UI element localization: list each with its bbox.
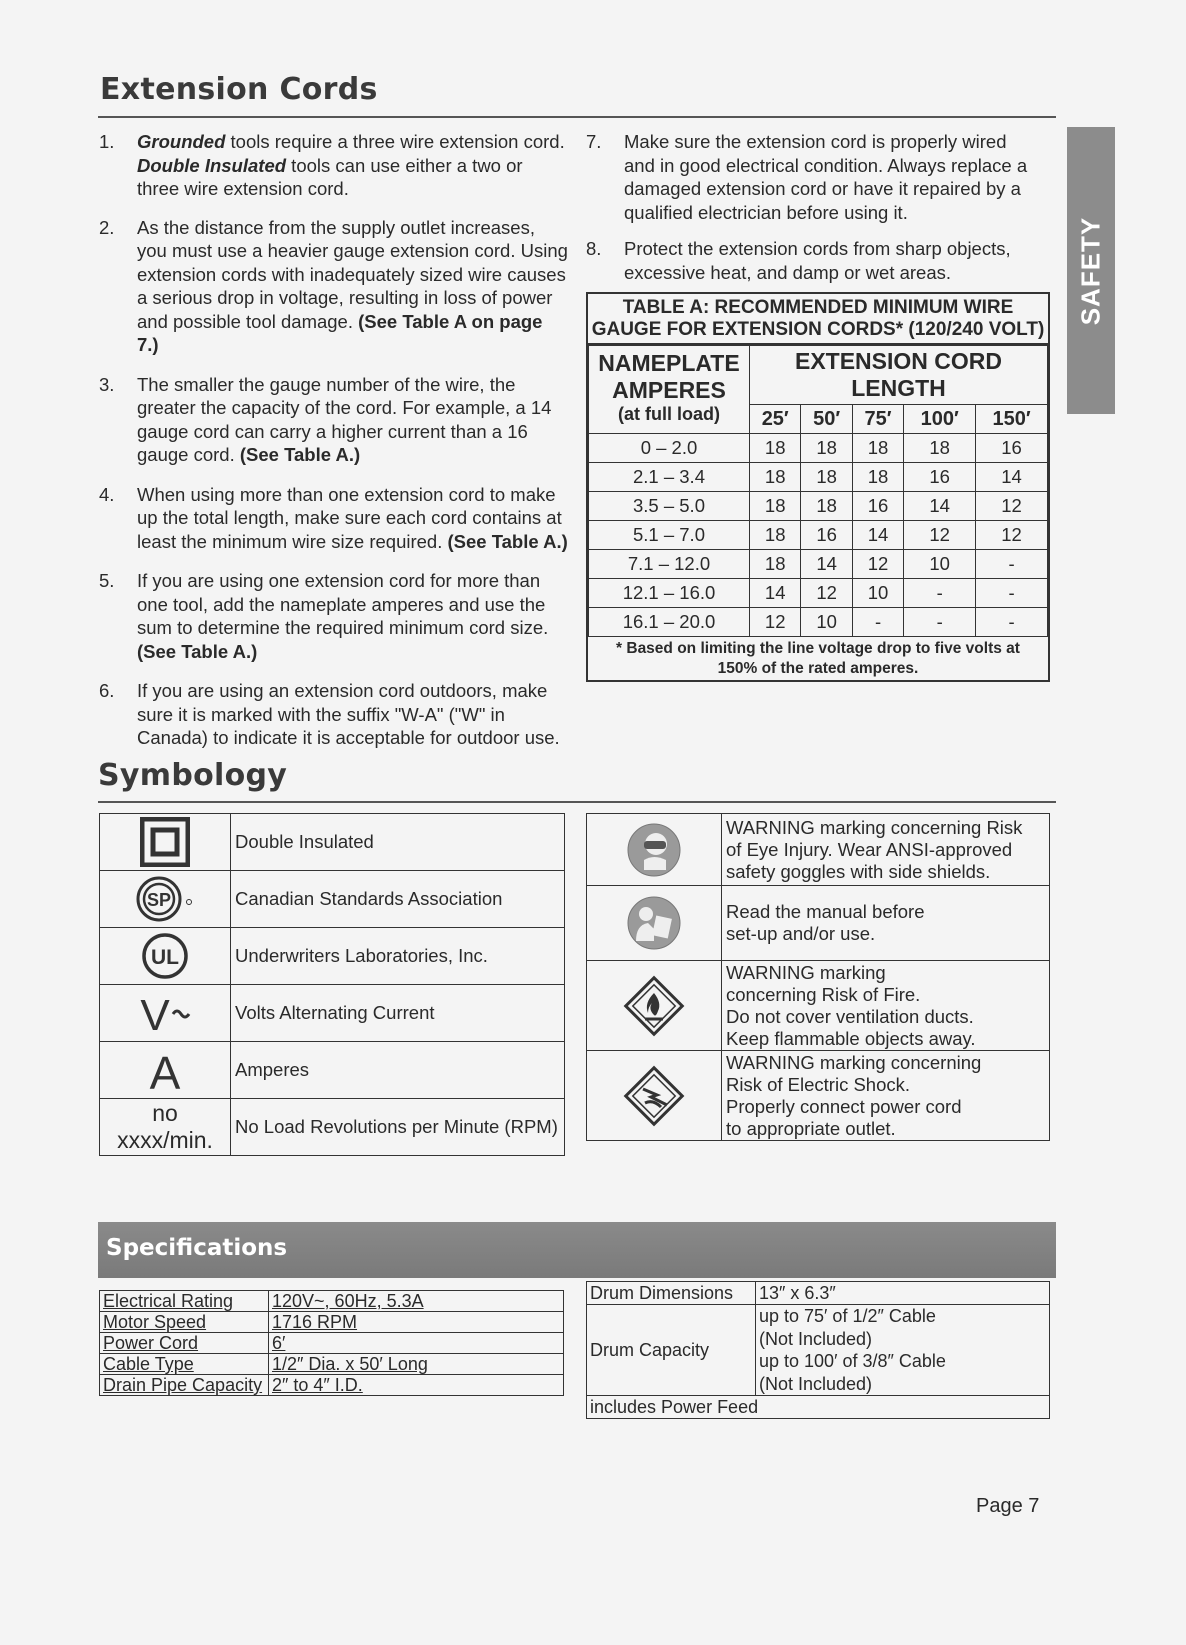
spec-value: 6′: [269, 1333, 564, 1354]
amperes-range-cell: 0 – 2.0: [589, 434, 750, 463]
warning-line: WARNING marking concerning: [726, 1051, 982, 1073]
eye-warning-text: [722, 814, 1050, 886]
csa-cell: [100, 871, 231, 928]
amperes-cell: [100, 1042, 231, 1099]
item-text: Protect the extension cords from sharp objects, excessive heat, and damp or wet areas.: [624, 238, 1011, 283]
drum-capacity-line: up to 75′ of 1/2″ Cable: [759, 1306, 936, 1326]
csa-letters: SP: [146, 890, 172, 910]
table-row: [589, 579, 1048, 608]
extension-cord-item: [99, 216, 569, 357]
gauge-cell: 12: [750, 608, 801, 637]
extension-cords-heading: Extension Cords: [100, 72, 378, 107]
drum-capacity-line: (Not Included): [759, 1328, 873, 1349]
amperes-range-cell: 12.1 – 16.0: [589, 579, 750, 608]
item-text: Grounded: [137, 131, 226, 152]
amperes-range-cell: 2.1 – 3.4: [589, 463, 750, 492]
footnote-line2: 150% of the rated amperes.: [717, 660, 919, 677]
table-a-title-line1: TABLE A: RECOMMENDED MINIMUM WIRE: [622, 297, 1014, 318]
gauge-cell: 18: [852, 434, 903, 463]
symbology-heading: Symbology: [98, 758, 288, 793]
ul-icon: [140, 931, 190, 981]
symbology-left-table: [99, 813, 565, 1156]
nameplate-header: [589, 346, 750, 434]
spec-value: 120V~, 60Hz, 5.3A: [269, 1291, 564, 1312]
amperes-range-cell: 5.1 – 7.0: [589, 521, 750, 550]
table-row: [589, 434, 1048, 463]
gauge-cell: 16: [904, 463, 976, 492]
double-insulated-icon: [140, 817, 190, 867]
gauge-cell: -: [976, 579, 1048, 608]
eye-protection-icon: [626, 822, 682, 878]
gauge-cell: -: [904, 608, 976, 637]
ul-cell: [100, 928, 231, 985]
extension-cord-item: [586, 237, 1028, 284]
volts-letter: V: [140, 991, 170, 1038]
spec-value: 2″ to 4″ I.D.: [269, 1375, 564, 1396]
item-number: 1.: [99, 131, 115, 152]
gauge-cell: 18: [904, 434, 976, 463]
warning-line: Properly connect power cord: [726, 1095, 962, 1117]
cord-length-cell: 50′: [801, 405, 852, 434]
specifications-left-table: [99, 1290, 564, 1396]
eye-protection-cell: [587, 814, 722, 886]
double-insulated-cell: [100, 814, 231, 871]
item-text: Double Insulated: [137, 154, 287, 176]
item-text: (See Table A.): [447, 530, 568, 552]
gauge-cell: -: [852, 608, 903, 637]
gauge-cell: 18: [750, 550, 801, 579]
spec-row: [100, 1375, 564, 1396]
symbol-label: Volts Alternating Current: [231, 985, 565, 1042]
table-row: [589, 463, 1048, 492]
electric-shock-icon: [623, 1065, 685, 1127]
warning-line: concerning Risk of Fire.: [726, 983, 921, 1005]
gauge-cell: 14: [801, 550, 852, 579]
amperes-range-cell: 3.5 – 5.0: [589, 492, 750, 521]
gauge-cell: 10: [801, 608, 852, 637]
nameplate-line1: NAMEPLATE: [598, 350, 740, 376]
spec-value: 1716 RPM: [269, 1312, 564, 1333]
gauge-cell: 18: [750, 521, 801, 550]
gauge-cell: 16: [976, 434, 1048, 463]
symbol-label: Canadian Standards Association: [231, 871, 565, 928]
warning-line: safety goggles with side shields.: [726, 860, 991, 882]
gauge-cell: 16: [852, 492, 903, 521]
gauge-cell: -: [976, 608, 1048, 637]
fire-warning-text: [722, 961, 1050, 1051]
item-text: (See Table A.): [239, 444, 361, 465]
gauge-cell: 14: [852, 521, 903, 550]
warning-line: set-up and/or use.: [726, 923, 876, 944]
drum-dimensions-value: 13″ x 6.3″: [756, 1282, 1050, 1305]
extension-cord-item: [99, 679, 569, 750]
read-manual-text: [722, 886, 1050, 961]
cord-line1: EXTENSION CORD: [794, 348, 1003, 374]
item-number: 6.: [99, 680, 115, 701]
symbol-label: No Load Revolutions per Minute (RPM): [231, 1099, 565, 1156]
amperes-range-cell: 16.1 – 20.0: [589, 608, 750, 637]
extension-cord-item: [99, 483, 569, 554]
amperes-letter: A: [149, 1047, 181, 1095]
ul-letters: UL: [151, 946, 179, 969]
item-text: As the distance from the supply outlet increases, you must use a heavier gauge extension cord. Using extension cords with inadequately sized wire causes a serious drop in voltage, resulting in loss of power and possible tool damage.: [137, 216, 568, 332]
gauge-cell: 10: [852, 579, 903, 608]
warning-line: WARNING marking: [726, 961, 886, 983]
gauge-cell: 12: [904, 521, 976, 550]
item-text: tools require a three wire extension cord.: [225, 131, 565, 152]
heading-rule: [98, 116, 1056, 118]
spec-label: Power Cord: [100, 1333, 269, 1354]
table-a-title: [588, 294, 1048, 345]
item-text: (See Table A on page 7.): [137, 310, 543, 355]
nameplate-line2: AMPERES: [612, 377, 726, 403]
includes-power-feed: includes Power Feed: [587, 1396, 1050, 1419]
symbol-label: Double Insulated: [231, 814, 565, 871]
warning-line: to appropriate outlet.: [726, 1117, 896, 1139]
amperes-range-cell: 7.1 – 12.0: [589, 550, 750, 579]
gauge-cell: 12: [852, 550, 903, 579]
spec-value: 1/2″ Dia. x 50′ Long: [269, 1354, 564, 1375]
extension-cord-item: [586, 130, 1028, 224]
table-a-title-line2: GAUGE FOR EXTENSION CORDS* (120/240 VOLT): [591, 319, 1045, 340]
item-text: tools can use either a two or three wire extension cord.: [137, 154, 523, 199]
gauge-cell: 18: [801, 492, 852, 521]
gauge-cell: 10: [904, 550, 976, 579]
item-text: Make sure the extension cord is properly wired and in good electrical condition. Always replace a damaged extension cord or have it repaired by a qualified electrician before using it.: [624, 131, 1028, 223]
spec-label: Motor Speed: [100, 1312, 269, 1333]
extension-cord-item: [99, 130, 569, 201]
gauge-cell: -: [976, 550, 1048, 579]
cord-length-header: [750, 346, 1048, 405]
spec-label: Drain Pipe Capacity: [100, 1375, 269, 1396]
symbology-rule: [98, 801, 1056, 803]
electric-shock-cell: [587, 1051, 722, 1141]
item-text: If you are using one extension cord for more than one tool, add the nameplate amperes and use the sum to determine the required minimum cord size.: [137, 570, 549, 638]
item-number: 3.: [99, 373, 115, 395]
item-number: 5.: [99, 570, 115, 591]
specifications-banner: [98, 1222, 1056, 1278]
spec-label: Electrical Rating: [100, 1291, 269, 1312]
drum-capacity-label: Drum Capacity: [587, 1305, 756, 1396]
specifications-right-table: [586, 1281, 1050, 1419]
table-row: [589, 608, 1048, 637]
item-text: When using more than one extension cord to make up the total length, make sure each cord contains at least the minimum wire size required.: [137, 483, 562, 552]
volts-ac-cell: [100, 985, 231, 1042]
item-number: 8.: [586, 238, 602, 259]
cord-length-cell: 150′: [976, 405, 1048, 434]
volts-ac-icon: [135, 988, 195, 1038]
safety-tab-label: SAFETY: [1075, 216, 1106, 325]
symbology-right-table: [586, 813, 1050, 1141]
safety-side-tab: [1067, 127, 1115, 414]
gauge-cell: 18: [801, 434, 852, 463]
footnote-line1: * Based on limiting the line voltage drop to five volts at: [616, 640, 1020, 657]
specifications-heading: Specifications: [106, 1235, 288, 1261]
item-text: If you are using an extension cord outdoors, make sure it is marked with the suffix "W-A" ("W" in Canada) to indicate it is acceptable for outdoor use.: [137, 680, 560, 748]
warning-line: WARNING marking concerning Risk: [726, 816, 1023, 838]
warning-line: Keep flammable objects away.: [726, 1027, 976, 1049]
extension-list-right: [586, 130, 1028, 284]
cord-length-cell: 100′: [904, 405, 976, 434]
cord-line2: LENGTH: [851, 375, 946, 401]
extension-cord-item: [99, 373, 569, 467]
gauge-cell: 12: [976, 492, 1048, 521]
read-manual-cell: [587, 886, 722, 961]
drum-capacity-line: up to 100′ of 3/8″ Cable: [759, 1351, 946, 1371]
page-number: Page 7: [976, 1495, 1040, 1517]
spec-row: [100, 1312, 564, 1333]
spec-row: [100, 1291, 564, 1312]
gauge-cell: 12: [976, 521, 1048, 550]
gauge-cell: 18: [801, 463, 852, 492]
gauge-cell: 14: [976, 463, 1048, 492]
gauge-cell: 12: [801, 579, 852, 608]
table-row: [589, 492, 1048, 521]
item-text: The smaller the gauge number of the wire, the greater the capacity of the cord. For example, a 14 gauge cord can carry a higher current than a 16 gauge cord.: [137, 373, 552, 465]
gauge-cell: 18: [750, 492, 801, 521]
gauge-cell: -: [904, 579, 976, 608]
csa-icon: [134, 874, 196, 924]
gauge-cell: 18: [750, 434, 801, 463]
warning-line: Risk of Electric Shock.: [726, 1073, 911, 1095]
warning-line: of Eye Injury. Wear ANSI-approved: [726, 838, 1013, 860]
spec-row: [100, 1333, 564, 1354]
table-a-footnote: [588, 637, 1048, 681]
cord-length-cell: 25′: [750, 405, 801, 434]
read-manual-icon: [626, 895, 682, 951]
table-row: [589, 550, 1048, 579]
symbol-label: Underwriters Laboratories, Inc.: [231, 928, 565, 985]
cord-length-cell: 75′: [852, 405, 903, 434]
item-number: 7.: [586, 131, 602, 152]
table-a-grid: [588, 345, 1048, 637]
gauge-cell: 18: [750, 463, 801, 492]
item-number: 2.: [99, 216, 115, 238]
gauge-cell: 16: [801, 521, 852, 550]
gauge-cell: 14: [750, 579, 801, 608]
drum-capacity-line: (Not Included): [759, 1373, 873, 1394]
fire-hazard-cell: [587, 961, 722, 1051]
spec-label: Cable Type: [100, 1354, 269, 1375]
nameplate-sub: (at full load): [618, 404, 720, 424]
gauge-cell: 18: [852, 463, 903, 492]
drum-capacity-values: [756, 1305, 1050, 1396]
amperes-icon: [140, 1045, 190, 1095]
spec-row: [100, 1354, 564, 1375]
symbol-label: Amperes: [231, 1042, 565, 1099]
warning-line: Do not cover ventilation ducts.: [726, 1005, 974, 1027]
extension-list-left: [99, 130, 569, 750]
gauge-cell: 14: [904, 492, 976, 521]
shock-warning-text: [722, 1051, 1050, 1141]
extension-cord-item: [99, 569, 569, 663]
item-text: (See Table A.): [137, 640, 258, 662]
table-row: [589, 521, 1048, 550]
item-number: 4.: [99, 483, 115, 505]
fire-hazard-icon: [623, 975, 685, 1037]
drum-dimensions-label: Drum Dimensions: [587, 1282, 756, 1305]
warning-line: Read the manual before: [726, 901, 925, 922]
no-load-symbol: no xxxx/min.: [100, 1099, 231, 1156]
table-a: [586, 292, 1050, 682]
